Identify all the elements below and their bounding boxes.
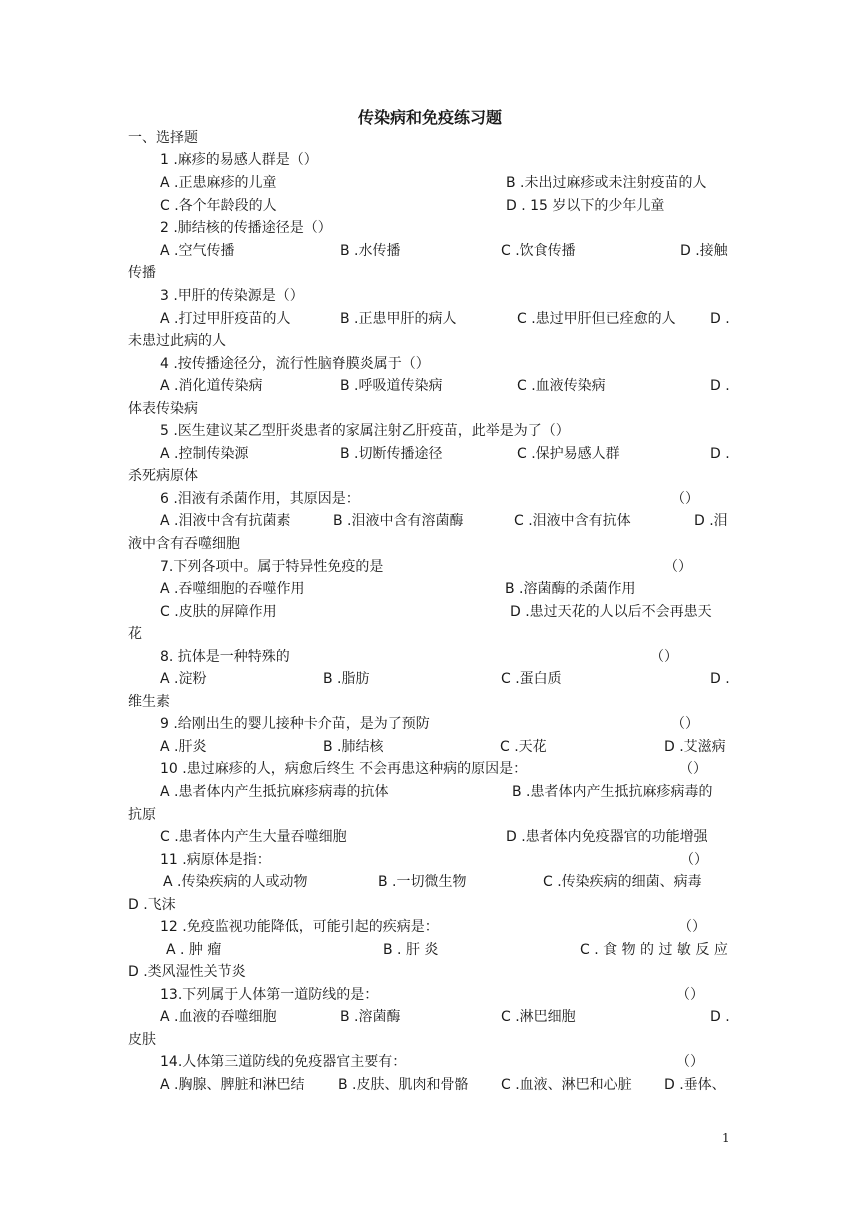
option-a: A .空气传播 [160, 243, 235, 259]
option-wrap-line: 花 [128, 626, 142, 642]
answer-parentheses: （） [678, 919, 706, 935]
option-b: B .切断传播途径 [340, 446, 443, 462]
option-b: B .溶菌酶的杀菌作用 [505, 581, 636, 597]
option-b: B .未出过麻疹或未注射疫苗的人 [506, 175, 707, 191]
answer-parentheses: （） [664, 559, 692, 575]
option-a: A .吞噬细胞的吞噬作用 [160, 581, 305, 597]
option-b: B .脂肪 [323, 671, 370, 687]
option-b: B .泪液中含有溶菌酶 [333, 513, 464, 529]
option-c: C .血液传染病 [517, 378, 606, 394]
answer-parentheses: （） [676, 1054, 704, 1070]
option-d: D . [710, 446, 730, 462]
option-wrap-line: 杀死病原体 [128, 468, 198, 484]
option-a: A .血液的吞噬细胞 [160, 1009, 277, 1025]
option-wrap-line: 维生素 [128, 694, 170, 710]
option-c: C .皮肤的屏障作用 [160, 604, 277, 620]
answer-parentheses: （） [679, 761, 707, 777]
option-c: C .淋巴细胞 [501, 1009, 576, 1025]
option-wrap-line: 皮肤 [128, 1032, 156, 1048]
option-a: A .患者体内产生抵抗麻疹病毒的抗体 [160, 784, 389, 800]
option-c: C .患过甲肝但已痊愈的人 [517, 311, 676, 327]
option-c: C .传染疾病的细菌、病毒 [543, 874, 702, 890]
option-a: A . 肿 瘤 [166, 942, 222, 958]
option-d: D .泪 [694, 513, 728, 529]
option-c: C .血液、淋巴和心脏 [501, 1077, 632, 1093]
option-a: A .控制传染源 [160, 446, 249, 462]
option-b: B .患者体内产生抵抗麻疹病毒的 [512, 784, 713, 800]
option-b: B .一切微生物 [378, 874, 467, 890]
question-stem: 12 .免疫监视功能降低，可能引起的疾病是： [160, 919, 439, 935]
option-b: B .皮肤、肌肉和骨骼 [338, 1077, 469, 1093]
option-c: C .保护易感人群 [517, 446, 620, 462]
answer-parentheses: （） [671, 716, 699, 732]
question-stem: 11 .病原体是指： [160, 852, 271, 868]
option-b: B . 肝 炎 [383, 942, 439, 958]
option-c: C .饮食传播 [501, 243, 576, 259]
question-stem: 9 .给刚出生的婴儿接种卡介苗，是为了预防 [160, 716, 430, 732]
question-stem: 7.下列各项中。属于特异性免疫的是 [160, 559, 384, 575]
option-b: B .正患甲肝的病人 [340, 311, 457, 327]
option-a: A .淀粉 [160, 671, 207, 687]
question-stem: 2 .肺结核的传播途径是（） [160, 220, 332, 236]
option-d: D . [710, 311, 730, 327]
option-a: A .传染疾病的人或动物 [163, 874, 308, 890]
option-d: D . [710, 378, 730, 394]
option-b: B .呼吸道传染病 [340, 378, 443, 394]
answer-parentheses: （） [680, 852, 708, 868]
option-c: C .蛋白质 [501, 671, 562, 687]
question-stem: 14.人体第三道防线的免疫器官主要有： [160, 1054, 407, 1070]
answer-parentheses: （） [671, 491, 699, 507]
question-stem: 5 .医生建议某乙型肝炎患者的家属注射乙肝疫苗，此举是为了（） [160, 423, 570, 439]
option-wrap-line: 传播 [128, 265, 156, 281]
question-stem: 6 .泪液有杀菌作用，其原因是： [160, 491, 360, 507]
option-c: C .泪液中含有抗体 [514, 513, 631, 529]
option-wrap-line: 抗原 [128, 807, 156, 823]
option-a: A .消化道传染病 [160, 378, 263, 394]
option-b: B .水传播 [340, 243, 401, 259]
option-d: D .艾滋病 [664, 739, 726, 755]
option-a: A .胸腺、脾脏和淋巴结 [160, 1077, 305, 1093]
option-b: B .溶菌酶 [340, 1009, 401, 1025]
option-d: D .患过天花的人以后不会再患天 [510, 604, 712, 620]
option-a: A .打过甲肝疫苗的人 [160, 311, 291, 327]
option-d: D .垂体、 [664, 1077, 726, 1093]
option-a: A .肝炎 [160, 739, 207, 755]
question-stem: 4 .按传播途径分，流行性脑脊膜炎属于（） [160, 356, 430, 372]
answer-parentheses: （） [650, 649, 678, 665]
option-a: A .正患麻疹的儿童 [160, 175, 277, 191]
option-d: D . 15 岁以下的少年儿童 [506, 198, 665, 214]
option-d: D .接触 [680, 243, 728, 259]
option-wrap-line: D .飞沫 [128, 897, 176, 913]
question-stem: 3 .甲肝的传染源是（） [160, 288, 304, 304]
answer-parentheses: （） [676, 987, 704, 1003]
page-title: 传染病和免疫练习题 [357, 108, 502, 127]
section-heading: 一、选择题 [128, 130, 198, 146]
option-c: C .各个年龄段的人 [160, 198, 277, 214]
option-c: C .患者体内产生大量吞噬细胞 [160, 829, 347, 845]
option-d: D . [710, 1009, 730, 1025]
option-b: B .肺结核 [323, 739, 384, 755]
option-wrap-line: D .类风湿性关节炎 [128, 964, 246, 980]
question-stem: 10 .患过麻疹的人，病愈后终生 不会再患这种病的原因是： [160, 761, 528, 777]
question-stem: 1 .麻疹的易感人群是（） [160, 152, 318, 168]
option-wrap-line: 未患过此病的人 [128, 333, 226, 349]
page-number: 1 [722, 1131, 730, 1145]
option-wrap-line: 液中含有吞噬细胞 [128, 536, 240, 552]
option-d: D . [710, 671, 730, 687]
option-d: D .患者体内免疫器官的功能增强 [506, 829, 708, 845]
option-a: A .泪液中含有抗菌素 [160, 513, 291, 529]
option-wrap-line: 体表传染病 [128, 401, 198, 417]
question-stem: 8. 抗体是一种特殊的 [160, 649, 290, 665]
question-stem: 13.下列属于人体第一道防线的是： [160, 987, 379, 1003]
option-c: C . 食 物 的 过 敏 反 应 [580, 942, 728, 958]
option-c: C .天花 [500, 739, 547, 755]
